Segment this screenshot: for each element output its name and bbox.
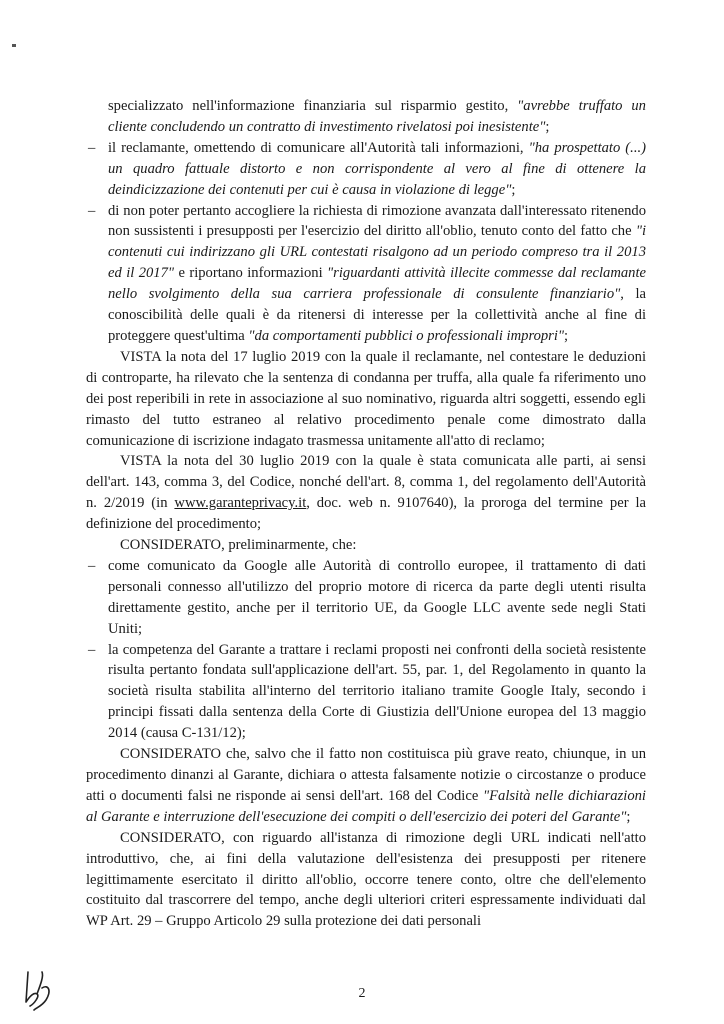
paragraph-text: VISTA la nota del 17 luglio 2019 con la quale il reclamante, nel contestare le deduzioni di controparte, ha rilevato che la sentenza di condanna per truffa, alla quale fa riferimento uno dei post reperibili in rete in associazione al suo nominativo, riguarda altri soggetti, essendo egli rimasto del tutto estraneo al relativo procedimento penale come dimostrato dalla comunicazione di iscrizione indagato trasmessa unitamente all'atto di reclamo;	[86, 348, 646, 449]
body-paragraph	[86, 744, 646, 828]
paragraph-text: CONSIDERATO che, salvo che il fatto non costituisca più grave reato, chiunque, in un procedimento dinanzi al Garante, dichiara o attesta falsamente notizie o circostanze o produce atti o documenti falsi ne risponde ai sensi dell'art. 168 del Codice	[86, 746, 646, 804]
paragraph-text: come comunicato da Google alle Autorità di controllo europee, il trattamento di dati personali connesso all'utilizzo del proprio motore di ricerca da parte degli utenti risulta direttamente gestito, anche per il territorio UE, da Google LLC avente sede negli Stati Uniti;	[108, 557, 646, 637]
quoted-text: "i contenuti cui indirizzano gli URL contestati risalgono ad un periodo compreso tra il 2013 ed il 2017"	[108, 223, 646, 282]
section-intro	[86, 535, 646, 556]
quoted-text: "da comportamenti pubblici o professionali impropri"	[248, 327, 565, 344]
paragraph-text: ;	[626, 808, 631, 825]
quoted-text: "riguardanti attività illecite commesse dal reclamante nello svolgimento della sua carriera professionale di consulente finanziario"	[108, 265, 646, 303]
paragraph-text: ;	[511, 181, 516, 198]
paragraph-text: , la conoscibilità delle quali è da ritenersi di interesse per la collettività anche al fine di proteggere quest'ultima	[108, 286, 646, 344]
bullet-dash: –	[88, 139, 96, 156]
paragraph-text: , doc. web n. 9107640), la proroga del termine per la definizione del procedimento;	[86, 495, 646, 533]
page-number: 2	[358, 986, 366, 1001]
paragraph-text: la competenza del Garante a trattare i reclami proposti nei confronti della società resistente risulta pertanto fondata sull'applicazione dell'art. 55, par. 1, del Regolamento in quanto la società risulta stabilita all'interno del territorio italiano tramite Google Italy, secondo i principi fissati dalla sentenza della Corte di Giustizia dell'Unione europea del 13 maggio 2014 (causa C-131/12);	[108, 641, 646, 742]
quoted-text: "ha prospettato (...) un quadro fattuale distorto e non corrispondente al vero al fine di ottenere la deindicizzazione dei contenuti per cui è causa in violazione di legge"	[108, 139, 646, 198]
body-paragraph	[86, 828, 646, 933]
paragraph-text: ;	[564, 327, 569, 344]
body-paragraph	[86, 451, 646, 535]
handwritten-initials-signature	[20, 968, 56, 1012]
bullet-item	[86, 201, 646, 347]
scan-mark	[12, 44, 16, 47]
bullet-dash: –	[88, 557, 96, 574]
paragraph-text: VISTA la nota del 30 luglio 2019 con la quale è stata comunicata alle parti, ai sensi dell'art. 143, comma 3, del Codice, nonché dell'art. 8, comma 1, del regolamento dell'Autorità n. 2/2019 (in	[86, 453, 646, 512]
document-body	[86, 96, 646, 932]
paragraph-text: CONSIDERATO, con riguardo all'istanza di rimozione degli URL indicati nell'atto introduttivo, che, ai fini della valutazione dell'esistenza dei presupposti per ritenere legittimamente esercitato il diritto all'oblio, occorre tenere conto, oltre che dell'elemento costituito dal trascorrere del tempo, anche degli ulteriori criteri espressamente individuati dal WP Art. 29 – Gruppo Articolo 29 sulla protezione dei dati personali	[86, 829, 646, 930]
bullet-item	[86, 640, 646, 745]
paragraph-text: il reclamante, omettendo di comunicare all'Autorità tali informazioni,	[108, 139, 529, 156]
paragraph-text: e riportano informazioni	[174, 265, 328, 282]
website-link[interactable]: www.garanteprivacy.it	[174, 495, 307, 512]
paragraph-text: specializzato nell'informazione finanziaria sul risparmio gestito,	[108, 98, 518, 114]
quoted-text: "avrebbe truffato un cliente concludendo un contratto di investimento rivelatosi poi inesistente"	[108, 98, 646, 135]
paragraph-text: di non poter pertanto accogliere la richiesta di rimozione avanzata dall'interessato ritenendo non sussistenti i presupposti per l'esercizio del diritto all'oblio, tenuto conto del fatto che	[108, 202, 646, 240]
bullet-dash: –	[88, 202, 96, 219]
continuation-paragraph	[86, 96, 646, 138]
bullet-item	[86, 556, 646, 640]
paragraph-text: CONSIDERATO, preliminarmente, che:	[120, 537, 357, 554]
quoted-text: "Falsità nelle dichiarazioni al Garante e interruzione dell'esecuzione dei compiti o dell'esercizio dei poteri del Garante"	[86, 787, 646, 825]
paragraph-text: ;	[545, 118, 550, 135]
bullet-item	[86, 138, 646, 201]
bullet-dash: –	[88, 641, 96, 658]
body-paragraph	[86, 347, 646, 452]
